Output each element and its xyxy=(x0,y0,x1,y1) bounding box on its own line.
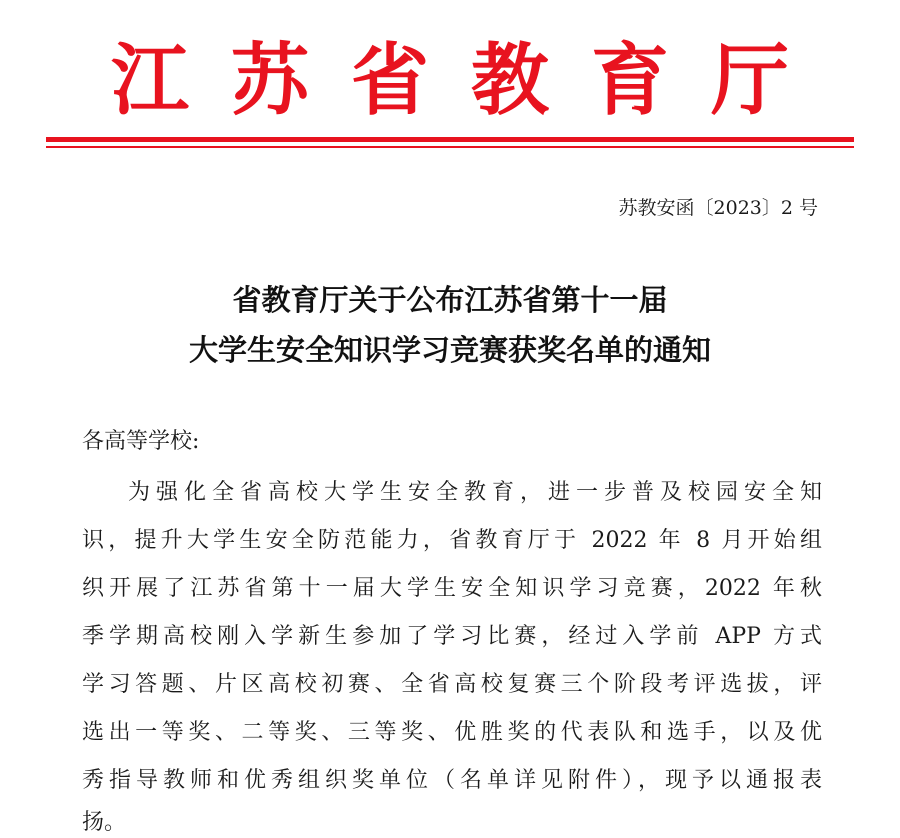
document-number: 苏教安函〔2023〕2 号 xyxy=(618,197,818,219)
salutation: 各高等学校: xyxy=(82,429,200,454)
body-line-1: 为强化全省高校大学生安全教育，进一步普及校园安全知 xyxy=(128,480,822,505)
letterhead-thick-rule xyxy=(46,137,854,142)
body-line-6: 选出一等奖、二等奖、三等奖、优胜奖的代表队和选手，以及优 xyxy=(82,720,822,745)
body-line-8: 扬。 xyxy=(82,810,127,835)
letterhead-thin-rule xyxy=(46,146,854,148)
body-line-5: 学习答题、片区高校初赛、全省高校复赛三个阶段考评选拔，评 xyxy=(82,672,822,697)
document-title-line-1: 省教育厅关于公布江苏省第十一届 xyxy=(232,283,668,317)
body-line-2: 识，提升大学生安全防范能力，省教育厅于 2022 年 8 月开始组 xyxy=(82,528,822,553)
document-title-line-2: 大学生安全知识学习竞赛获奖名单的通知 xyxy=(188,333,711,367)
body-line-3: 织开展了江苏省第十一届大学生安全知识学习竞赛，2022 年秋 xyxy=(82,576,822,601)
body-line-4: 季学期高校刚入学新生参加了学习比赛，经过入学前 APP 方式 xyxy=(82,624,822,649)
letterhead-org-name: 江苏省教育厅 xyxy=(110,35,831,126)
body-line-7: 秀指导教师和优秀组织奖单位（名单详见附件），现予以通报表 xyxy=(82,768,822,793)
